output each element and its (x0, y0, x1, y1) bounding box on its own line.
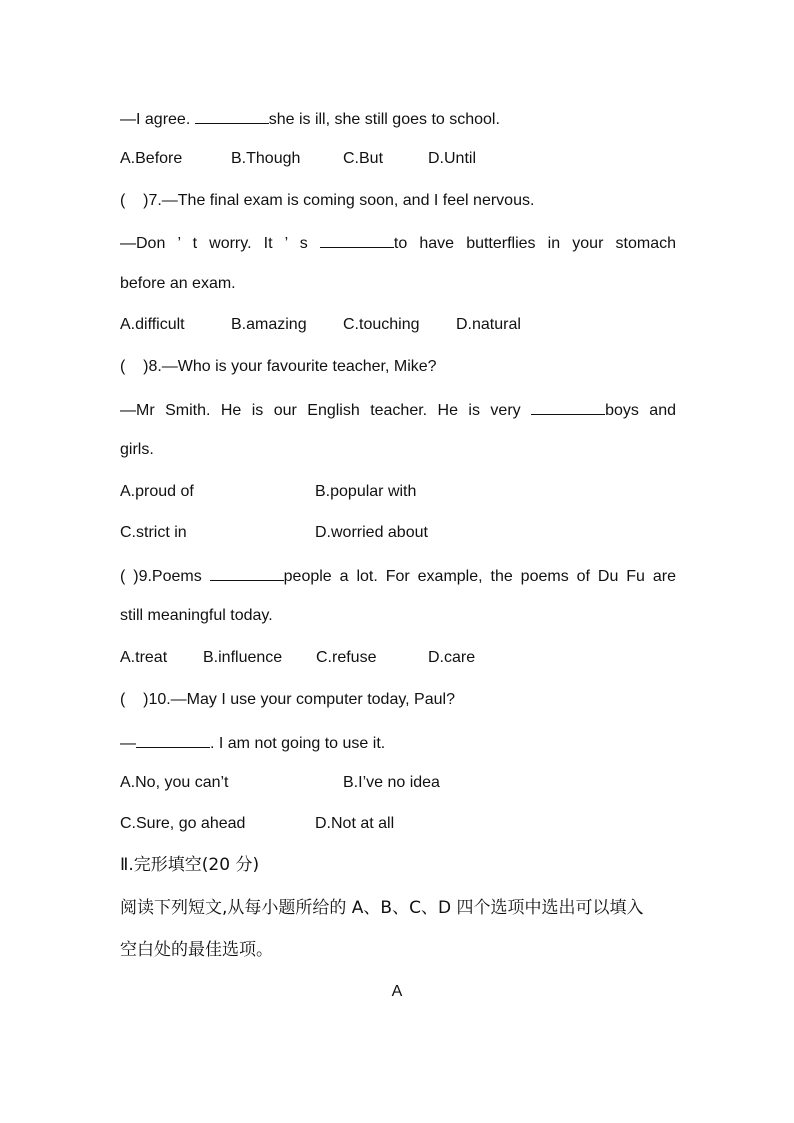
option-b: B.I’ve no idea (343, 774, 440, 791)
question-8-continuation: girls. (120, 441, 154, 458)
question-7-dialogue-line: —Don ’ t worry. It ’ s to have butterflies in your stomach (120, 232, 676, 254)
option-b: B.influence (203, 649, 283, 666)
answer-blank (136, 732, 210, 748)
question-7-prompt: ( )7.—The final exam is coming soon, and I feel nervous. (120, 192, 535, 209)
option-c: C.Sure, go ahead (120, 815, 246, 832)
option-c: C.But (343, 150, 384, 167)
question-8-options-row-2 (120, 523, 676, 603)
section-instruction-line-1: 阅读下列短文,从每小题所给的 A、B、C、D 四个选项中选出可以填入 (120, 898, 644, 918)
option-d: D.natural (456, 316, 521, 333)
question-7-continuation: before an exam. (120, 275, 236, 292)
option-c: C.touching (343, 316, 420, 333)
question-6-dialogue-line: —I agree. she is ill, she still goes to school. (120, 108, 676, 130)
option-a: A.proud of (120, 483, 194, 500)
option-c: C.refuse (316, 649, 377, 666)
option-a: A.difficult (120, 316, 185, 333)
option-d: D.care (428, 649, 476, 666)
section-instruction-line-2: 空白处的最佳选项。 (120, 940, 273, 960)
question-10-dialogue-line: — . I am not going to use it. (120, 732, 676, 754)
option-d: D.Not at all (315, 815, 395, 832)
option-d: D.worried about (315, 524, 428, 541)
section-heading: Ⅱ.完形填空(20 分) (120, 855, 260, 875)
answer-blank (195, 108, 269, 124)
question-9-continuation: still meaningful today. (120, 607, 273, 624)
option-b: B.popular with (315, 483, 417, 500)
question-9-prompt: ( )9.Poems people a lot. For example, the poems of Du Fu are (120, 565, 676, 587)
question-8-dialogue-line: —Mr Smith. He is our English teacher. He is very boys and (120, 399, 676, 421)
option-d: D.Until (428, 150, 477, 167)
question-8-prompt: ( )8.—Who is your favourite teacher, Mike? (120, 358, 437, 375)
answer-blank (531, 399, 605, 415)
question-10-prompt: ( )10.—May I use your computer today, Paul? (120, 691, 455, 708)
answer-blank (320, 232, 394, 248)
option-a: A.treat (120, 649, 168, 666)
passage-label: A (391, 983, 403, 1000)
option-a: A.Before (120, 150, 183, 167)
option-b: B.amazing (231, 316, 307, 333)
answer-blank (210, 565, 284, 581)
option-c: C.strict in (120, 524, 187, 541)
option-a: A.No, you can’t (120, 774, 229, 791)
option-b: B.Though (231, 150, 301, 167)
